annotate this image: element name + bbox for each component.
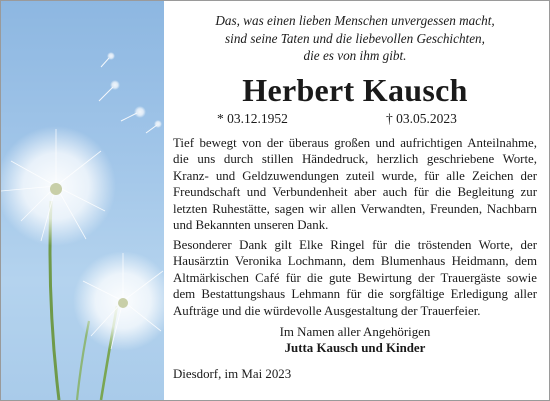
place-date: Diesdorf, im Mai 2023 xyxy=(173,367,292,381)
signature-intro: Im Namen aller Angehörigen xyxy=(279,325,431,339)
thanks-paragraph: Tief bewegt von der überaus großen und aufrichtigen Anteilnahme, die uns durch stillen Händedruck, herzlich geschriebene Worte, Kranz- und Geldzuwendungen zuteil wurde, für alle Zeichen der Freundschaft und Verbundenheit aber auch für die Begleitung zur letzten Ruhestätte, sagen wir allen Verwandten, Freunden, Nachbarn und Bekannten unseren Dank. xyxy=(173,136,537,233)
dandelion-head-upper xyxy=(1,126,116,246)
quote-line: sind seine Taten und die liebevollen Geschichten, xyxy=(225,30,485,46)
deceased-name: Herbert Kausch xyxy=(242,72,468,108)
quote-line: Das, was einen lieben Menschen unvergessen macht, xyxy=(215,13,495,28)
dandelion-illustration xyxy=(1,1,164,400)
special-thanks-paragraph: Besonderer Dank gilt Elke Ringel für die tröstenden Worte, der Hausärztin Veronika Lochmann, dem Blumenhaus Heidmann, dem Altmärkischen Café für die gute Bewirtung der Trauergäste sowie dem Bestattungshaus Lehmann für die sorgfältige Erledigung aller Aufträge und die würdevolle Ausgestaltung der Trauerfeier. xyxy=(173,238,537,318)
memorial-quote xyxy=(173,12,537,65)
signature-names: Jutta Kausch und Kinder xyxy=(284,341,426,355)
dandelion-photo xyxy=(1,1,164,400)
quote-line: die es von ihm gibt. xyxy=(303,48,407,63)
birth-date: * 03.12.1952 xyxy=(217,111,288,126)
obituary-text xyxy=(173,1,537,400)
death-date: † 03.05.2023 xyxy=(386,111,457,126)
flying-seeds xyxy=(99,52,162,133)
